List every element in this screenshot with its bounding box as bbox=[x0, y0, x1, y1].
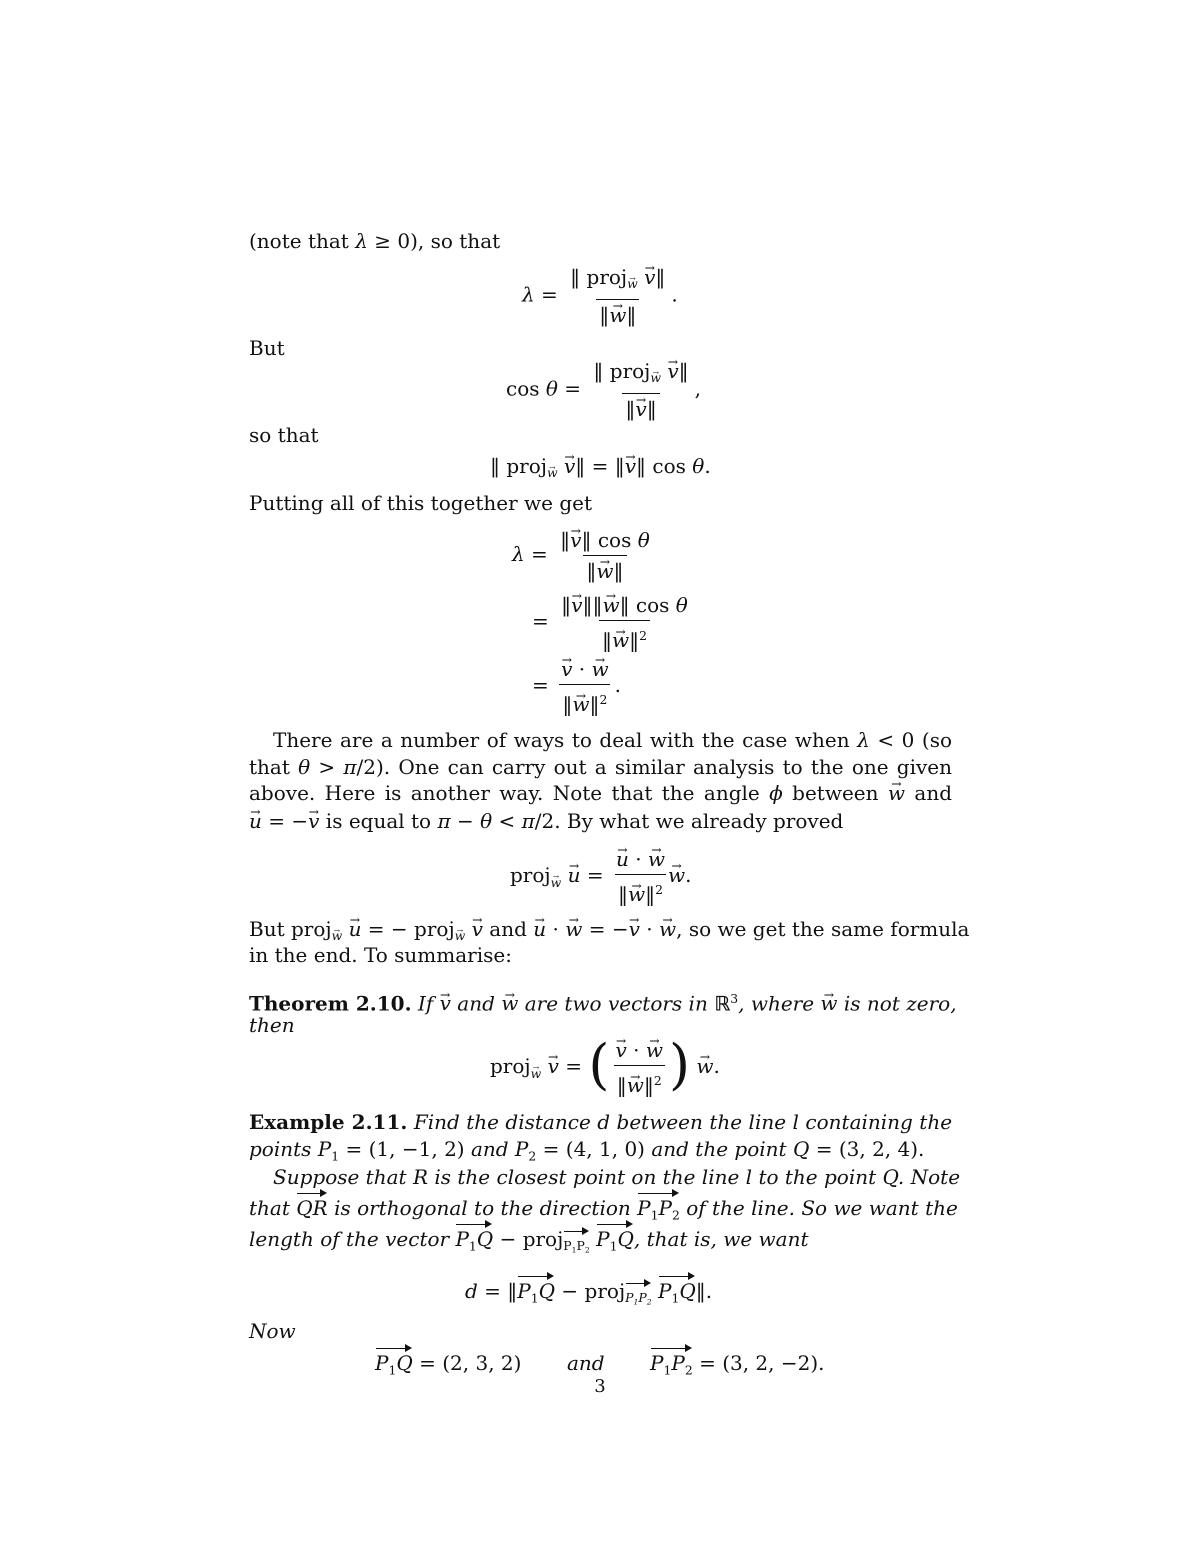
text: length of the vector bbox=[249, 1227, 450, 1251]
text: is orthogonal to the direction bbox=[334, 1196, 631, 1220]
text: containing the bbox=[805, 1110, 953, 1134]
text: then bbox=[249, 1013, 295, 1037]
math-lambda-geq-0: λ ≥ 0 bbox=[355, 229, 411, 253]
text: and bbox=[457, 991, 495, 1016]
text: between bbox=[792, 781, 879, 805]
text: Now bbox=[249, 1319, 296, 1343]
text: . By what we already proved bbox=[554, 809, 844, 833]
paragraph-line-2: that θ > π/2). One can carry out a similar analysis to the one given bbox=[249, 755, 953, 779]
text-line-now bbox=[249, 1318, 952, 1344]
equation-derivation-2: = $\frac{\text{‖→ v‖‖→ w‖ cos θ}}{‖\to w‖^2}$ bbox=[532, 592, 694, 653]
text: are two vectors in bbox=[524, 991, 708, 1016]
equation-proj-u: proj→ $_w$ → u = → $\frac{u \cdot \to w}{‖\to w‖^2}$ → w. bbox=[510, 846, 692, 907]
text-line-but2: But proj→ $_w$ → u = − proj→ $_w$ → v and → u · → w = −→ v · → w, so we get the same formula bbox=[249, 916, 952, 949]
equation-cos-theta: cos θ = $\frac{‖ proj\to _w \to v‖}{‖\to v‖}$ , bbox=[506, 358, 701, 422]
text: and bbox=[489, 917, 527, 941]
text-line-putting bbox=[249, 490, 952, 516]
text-and: and bbox=[567, 1351, 605, 1375]
text: If bbox=[417, 991, 434, 1016]
equation-derivation-1: λ = $\frac{\text{‖→ v‖ cos θ}}{‖\to w‖}$ bbox=[512, 527, 656, 584]
text: ), so that bbox=[410, 229, 501, 253]
theorem-line-1: Theorem 2.10. If → v and → w are two vectors in ℝ$^3$, where → w is not zero, bbox=[249, 986, 952, 1016]
example-line-2: points $P_1 = (1$, −1, 2) and $P_2 = (4$, 1, 0) and the point Q = (3, 2, 4). bbox=[249, 1137, 925, 1164]
text: (note that bbox=[249, 229, 349, 253]
text: , so we get the same formula bbox=[676, 917, 970, 941]
solution-line-2: that QR is orthogonal to the direction $P_1P_2$ of the line. So we want the bbox=[249, 1195, 952, 1228]
text: , that is, we want bbox=[633, 1227, 809, 1251]
text: between the line bbox=[616, 1110, 787, 1134]
text: is not zero, bbox=[843, 991, 957, 1016]
theorem-label: Theorem 2.10. bbox=[249, 991, 412, 1016]
text: to the point bbox=[758, 1165, 877, 1189]
equation-derivation-3: = → $\frac{v \cdot \to w}{‖\to w‖^2}$ . bbox=[532, 656, 621, 717]
example-label: Example 2.11. bbox=[249, 1110, 408, 1134]
example-line-1: Example 2.11. Find the distance d between the line l containing the bbox=[249, 1110, 953, 1134]
solution-line-3: length of the vector $P_1Q$ − proj$_{P_1P_2}$ $P_1Q$, that is, we want bbox=[249, 1226, 952, 1264]
text: that bbox=[249, 755, 290, 779]
text: above. Here is another way. Note that the angle bbox=[249, 781, 760, 805]
paragraph-line-4: → u = −→ v is equal to π − θ < π/2. By what we already proved bbox=[249, 808, 952, 834]
text: so that bbox=[249, 423, 319, 447]
text: There are a number of ways to deal with the case when bbox=[273, 728, 850, 752]
text: Putting all of this together we get bbox=[249, 491, 593, 515]
text: that bbox=[249, 1196, 290, 1220]
equation-proj-norm: ‖ proj→ $_w$ → v‖ = ‖→ v‖ cos θ. bbox=[490, 453, 711, 486]
text: , where bbox=[738, 991, 815, 1016]
paragraph-line-3: above. Here is another way. Note that the angle ϕ between → w and bbox=[249, 780, 952, 806]
text: Suppose that bbox=[273, 1165, 407, 1189]
text: . One can carry out a similar analysis to the one given bbox=[383, 755, 953, 779]
text-line-so-that bbox=[249, 422, 952, 448]
text: of the line. So we want the bbox=[686, 1196, 958, 1220]
page-number: 3 bbox=[594, 1376, 606, 1397]
text: Find the distance bbox=[413, 1110, 591, 1134]
solution-line-1: Suppose that R is the closest point on the line l to the point Q. Note bbox=[273, 1165, 961, 1189]
equation-theorem: proj→ $_w$ → v = ( → $\frac{v \cdot \to w}{‖\to w‖^2}$ ) → w. bbox=[490, 1037, 720, 1098]
text: and bbox=[914, 781, 953, 805]
equation-p1q: $P_1Q = (2$, 3, 2) bbox=[375, 1350, 521, 1383]
text-line-note bbox=[249, 228, 952, 254]
paragraph-line-1: There are a number of ways to deal with the case when λ < 0 (so bbox=[273, 728, 952, 752]
equation-distance: $d = ‖P_1Q$ − proj$_{P_1P_2}$ $P_1Q‖$. bbox=[465, 1278, 712, 1316]
text: . Note bbox=[897, 1165, 961, 1189]
text: points bbox=[249, 1137, 312, 1161]
text: and the point bbox=[651, 1137, 787, 1161]
text: But bbox=[249, 336, 285, 360]
text: (so bbox=[921, 728, 952, 752]
text: But bbox=[249, 917, 285, 941]
text: is equal to bbox=[325, 809, 432, 833]
text: in the end. To summarise: bbox=[249, 943, 512, 967]
text: and bbox=[470, 1137, 509, 1161]
equation-lambda-ratio: λ = $\frac{‖ proj\to _w \to v‖}{‖\to w‖}$ . bbox=[522, 264, 678, 328]
text-line-summarise bbox=[249, 942, 952, 968]
text: is the closest point on the line bbox=[434, 1165, 740, 1189]
equation-p1p2: $P_1P_2 = (3$, 2, −2). bbox=[650, 1350, 825, 1383]
